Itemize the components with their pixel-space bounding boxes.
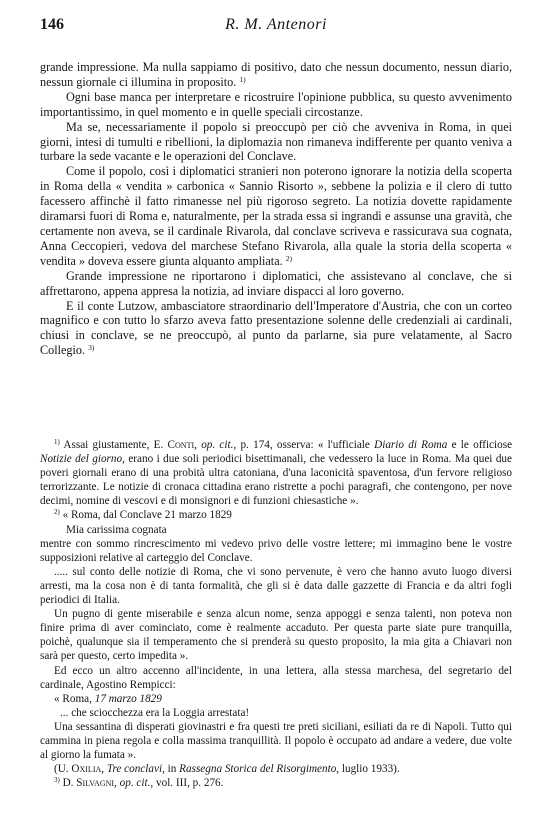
page-header <box>40 16 512 38</box>
footnote-ref: 2) <box>285 253 292 263</box>
footnote-marker: 1) <box>54 438 60 447</box>
running-head: R. M. Antenori <box>225 16 327 33</box>
body-paragraph: Ma se, necessariamente il popolo si preoccupò per ciò che avveniva in Roma, in quei giorni, intesi di tumulti e ribellioni, la diplomazia non rimaneva indifferente per quanto veniva a turbare la sede vacante e le operazioni del Conclave. <box>40 119 512 164</box>
letter-line: ..... sul conto delle notizie di Roma, che vi sono pervenute, è vero che hanno avuto luogo diversi arresti, ma la cosa non è di tanta formalità, che gli si è data dalle gazzette di Francia e da altri fogli periodici di Italia. <box>40 565 512 607</box>
body-paragraph: Ogni base manca per interpretare e ricostruire l'opinione pubblica, su questo avvenimento importantissimo, in quel momento e in quelle speciali circostanze. <box>40 89 512 119</box>
body-paragraph: Come il popolo, così i diplomatici stranieri non poterono ignorare la notizia della scoperta in Roma della « vendita » carbonica « Sannio Risorto », sebbene la polizia e il clero di tutto facessero affinchè il fatto rimanesse nel più rigoroso segreto. La notizia dovette rapidamente diramarsi fuori di Roma e, naturalmente, per la strada essa si ingrandì e assunse una gravità, che certamente non aveva, se il cardinale Rivarola, dal conclave scriveva e rassicurava sua cognata, Anna Ceccopieri, vedova del marchese Stefano Rivarola, alla quale la storia della scoperta « vendita » doveva essere giunta alquanto ampliata. $^{2)}$ <box>40 164 512 268</box>
footnote-3: $^{3)}$ D. Silvagni, op. cit., vol. III, p. 276. <box>54 776 224 790</box>
footnote-1: $^{1)}$ Assai giustamente, E. Conti, op. cit., p. 174, osserva: « l'ufficiale Diario di Roma e le officiose Notizie del giorno, erano i due soli periodici bisettimanali, che vedessero la luce in Roma. Ma quei due poveri giornali erano di una probità ultra catoniana, d'una laconicità spaventosa, d'un fervore religioso terrorizzante. Le notizie di cronaca cittadina erano ristrette a pochi paragrafi, che contengono, per nove decimi, nomine di vescovi e di monsignori e di funzioni chiesastiche ». <box>40 438 513 508</box>
letter-line: Una sessantina di disperati giovinastri e fra questi tre preti siciliani, esiliati da re di Napoli. Tutto qui cammina in piena regola e colla massima tranquillità. Il popolo è occupato ad andare a vedere, due volte al giorno la fumata ». <box>40 720 512 762</box>
footnote-marker: 2) <box>54 508 60 517</box>
letter-line: mentre con sommo rincrescimento mi vedevo privo delle vostre lettere; mi immagino bene le vostre supposizioni relative al carteggio del Conclave. <box>40 537 512 564</box>
main-text <box>40 60 512 358</box>
footnotes <box>40 438 512 790</box>
footnote-marker: 3) <box>54 776 60 785</box>
letter-line: Un pugno di gente miserabile e senza alcun nome, senza appoggi e senza talenti, non poteva non finire prima di aver cominciato, come è realmente accaduto. Per questa parte siate pure tranquilla, poichè, qualunque sia il temperamento che si prenderà su questo proposito, la mia gita a Chiavari non sarà per questo, certo impedita ». <box>40 608 512 663</box>
citation: (U. Oxilia, Tre conclavi, in Rassegna Storica del Risorgimento, luglio 1933). <box>54 763 400 776</box>
footnote-ref: 3) <box>88 343 95 353</box>
footnote-ref: 1) <box>239 74 246 84</box>
body-paragraph: E il conte Lutzow, ambasciatore straordinario dell'Imperatore d'Austria, che con un corteo magnifico e con tutto lo sfarzo aveva fatto presentazione solenne delle credenziali ai cardinali, chiusi in conclave, se ne preoccupò, al punto da parlarne, sia pure velatamente, al Sacro Collegio. $^{3)}$ <box>40 298 512 358</box>
body-paragraph: grande impressione. Ma nulla sappiamo di positivo, dato che nessun documento, nessun diario, nessun giornale ci illumina in proposito. $^{1)}$ <box>40 60 512 89</box>
letter-salutation: Mia carissima cognata <box>66 523 167 536</box>
page-number: 146 <box>40 16 64 33</box>
body-paragraph: Grande impressione ne riportarono i diplomatici, che assistevano al conclave, che si affrettarono, appena appresa la notizia, ad inviare dispacci al loro governo. <box>40 268 512 298</box>
note-text: Ed ecco un altro accenno all'incidente, in una lettera, alla stessa marchesa, del segretario del cardinale, Agostino Rempicci: <box>40 664 512 691</box>
letter-line: ... che sciocchezza era la Loggia arrestata! <box>60 706 250 719</box>
letter-heading: « Roma, 17 marzo 1829 <box>54 692 162 705</box>
footnote-2: $^{2)}$ « Roma, dal Conclave 21 marzo 1829 <box>54 508 232 522</box>
